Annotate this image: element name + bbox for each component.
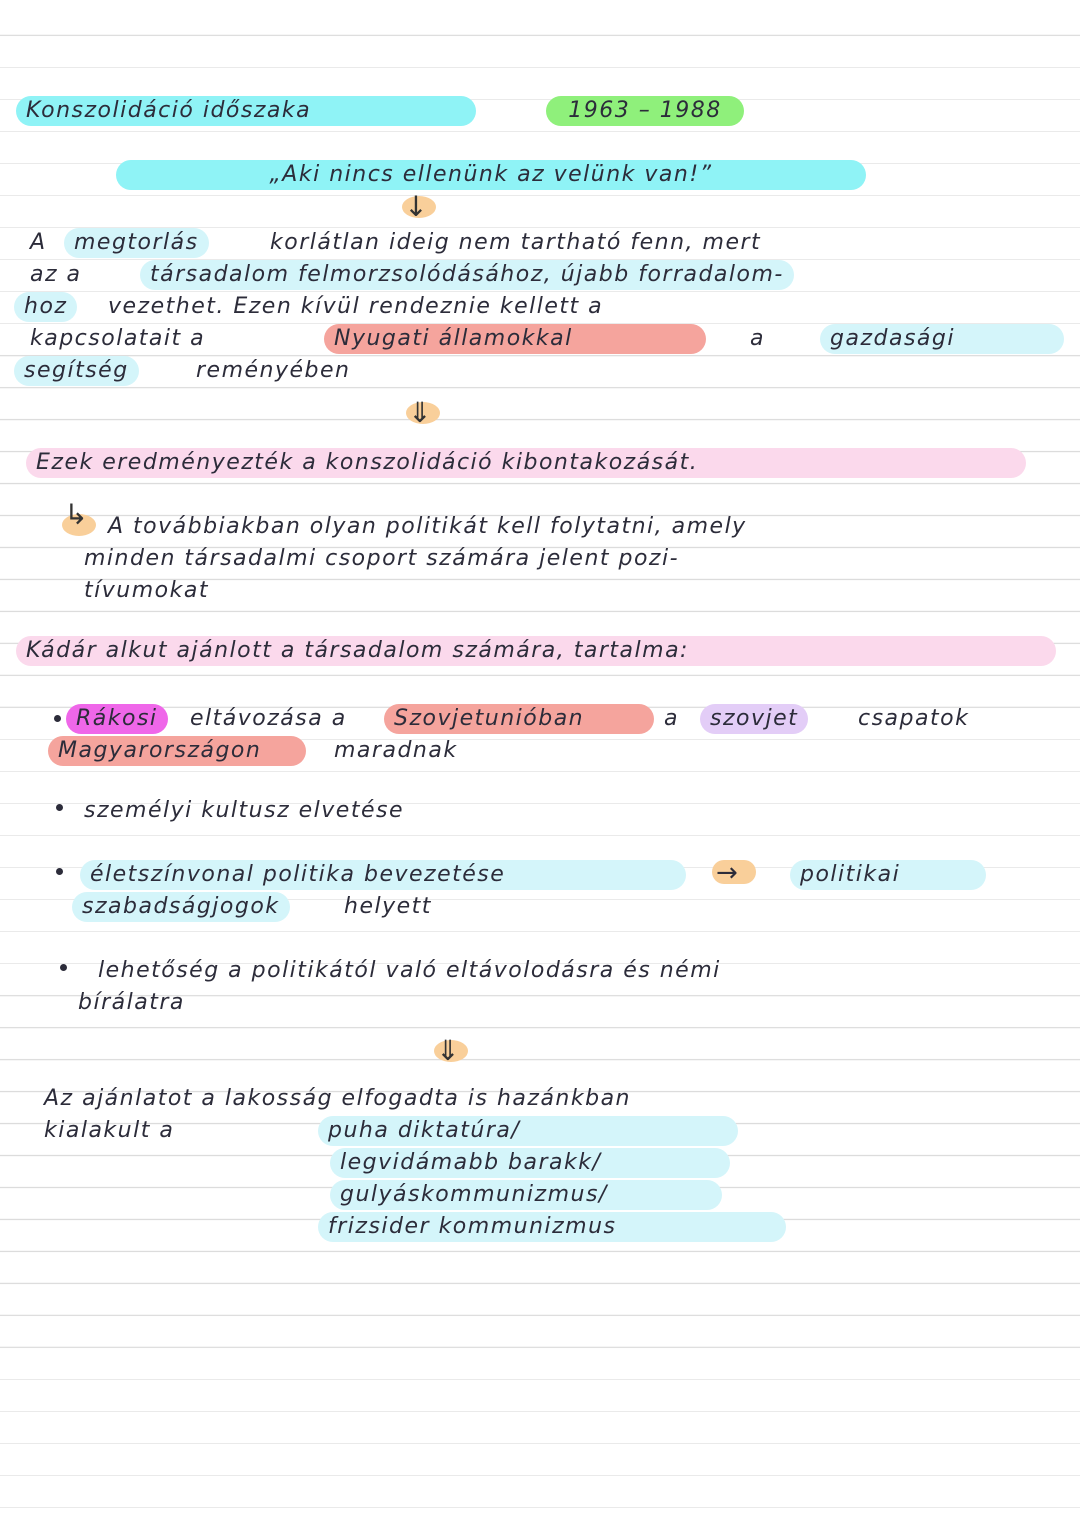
- years-badge: 1963 – 1988: [546, 96, 744, 126]
- consequence-line2: minden társadalmi csoport számára jelent pozi-: [84, 546, 680, 571]
- consequence-line3: tívumokat: [84, 578, 209, 603]
- bullet4-b: bírálatra: [78, 990, 185, 1015]
- bullet-dot: [56, 868, 63, 875]
- para1-line4-a: kapcsolatait a: [30, 326, 206, 351]
- para1-line2-a: az a: [30, 262, 82, 287]
- magyarorszag: Magyarországon: [48, 736, 306, 766]
- page-title: Konszolidáció időszaka: [16, 96, 476, 126]
- offer-heading: Kádár alkut ajánlott a társadalom számára, tartalma:: [16, 636, 1056, 666]
- bullet-dot: [56, 804, 63, 811]
- consequence-line1: A továbbiakban olyan politikát kell folytatni, amely: [108, 514, 747, 539]
- para1-line1-a: A: [30, 230, 47, 255]
- conclusion-line2: kialakult a: [44, 1118, 175, 1143]
- bullet1-b: eltávozása a: [190, 706, 347, 731]
- down-arrow-icon: ↓: [396, 190, 436, 224]
- para1-segitseg: segítség: [14, 356, 139, 386]
- double-down-arrow-icon: ⇓: [400, 396, 440, 430]
- para1-line3-b: vezethet. Ezen kívül rendeznie kellett a: [108, 294, 604, 319]
- para1-megtorlas: megtorlás: [64, 228, 209, 258]
- bullet2: személyi kultusz elvetése: [84, 798, 404, 823]
- term-legvidamabb-barakk: legvidámabb barakk/: [330, 1148, 730, 1178]
- term-frizsider-kommunizmus: frizsider kommunizmus: [318, 1212, 786, 1242]
- bullet-dot: [54, 715, 61, 722]
- bullet-dot: [60, 964, 67, 971]
- term-puha-diktatura: puha diktatúra/: [318, 1116, 738, 1146]
- para1-line4-c: a: [750, 326, 765, 351]
- turn-arrow-icon: ↳: [56, 498, 96, 532]
- para1-gazdasagi: gazdasági: [820, 324, 1064, 354]
- rakosi: Rákosi: [66, 704, 168, 734]
- eletszinvonal-politika: életszínvonal politika bevezetése: [80, 860, 686, 890]
- term-gulyaskommunizmus: gulyáskommunizmus/: [330, 1180, 722, 1210]
- quote: „Aki nincs ellenünk az velünk van!”: [116, 160, 866, 190]
- bullet1-d: a: [664, 706, 679, 731]
- conclusion-line1: Az ajánlatot a lakosság elfogadta is hazánkban: [44, 1086, 631, 1111]
- csapatok: csapatok: [858, 706, 970, 731]
- szabadsagjogok: szabadságjogok: [72, 892, 290, 922]
- bullet3-d: helyett: [344, 894, 432, 919]
- bullet4-a: lehetőség a politikától való eltávolodásra és némi: [98, 958, 721, 983]
- double-down-arrow-icon: ⇓: [428, 1034, 468, 1068]
- szovjetunio: Szovjetunióban: [384, 704, 654, 734]
- politikai: politikai: [790, 860, 986, 890]
- para1-nyugati-allamok: Nyugati államokkal: [324, 324, 706, 354]
- para1-tarsadalom: társadalom felmorzsolódásához, újabb forradalom-: [140, 260, 794, 290]
- right-arrow-icon: →: [716, 858, 739, 888]
- para1-line1-c: korlátlan ideig nem tartható fenn, mert: [270, 230, 762, 255]
- para1-line5-b: reményében: [196, 358, 351, 383]
- bullet1-h: maradnak: [334, 738, 458, 763]
- result-line: Ezek eredményezték a konszolidáció kibontakozását.: [26, 448, 1026, 478]
- szovjet: szovjet: [700, 704, 808, 734]
- para1-hoz: hoz: [14, 292, 77, 322]
